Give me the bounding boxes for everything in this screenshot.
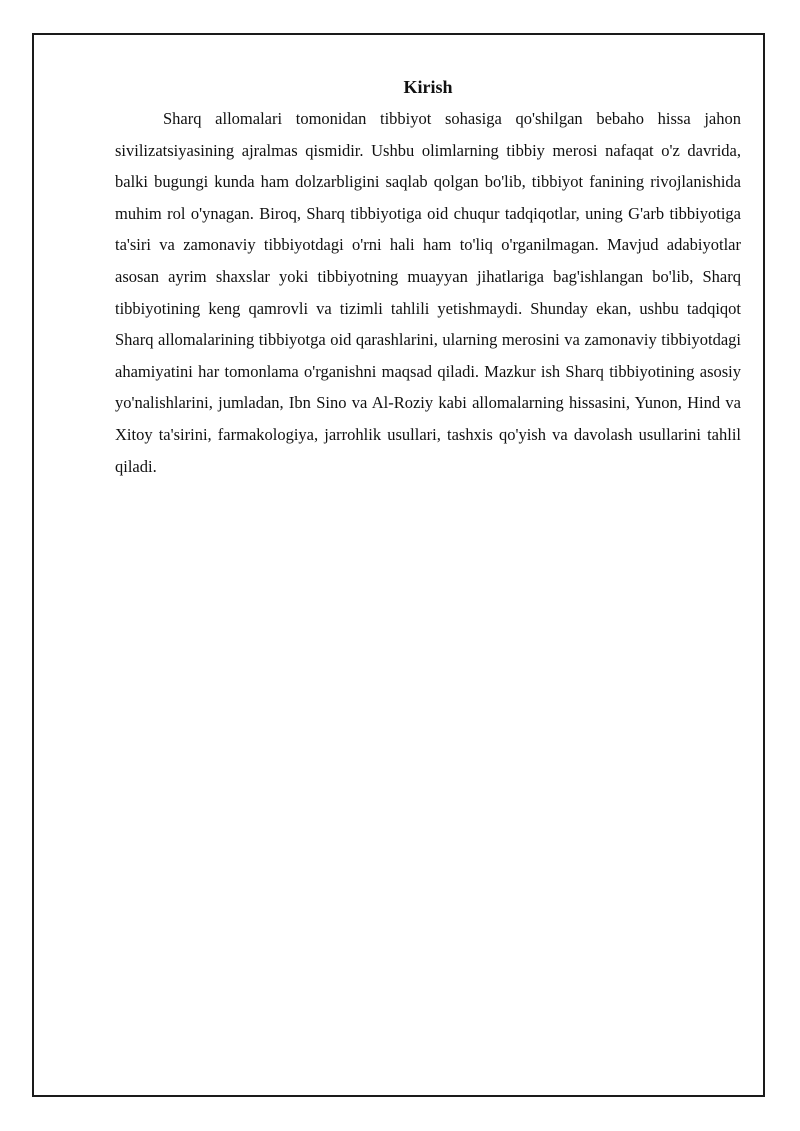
intro-paragraph: Sharq allomalari tomonidan tibbiyot sohasiga qo'shilgan bebaho hissa jahon sivilizatsiyasining ajralmas qismidir. Ushbu olimlarning tibbiy merosi nafaqat o'z davrida, balki bugungi kunda ham dolzarbligini saqlab qolgan bo'lib, tibbiyot fanining rivojlanishida muhim rol o'ynagan. Biroq, Sharq tibbiyotiga oid chuqur tadqiqotlar, uning G'arb tibbiyotiga ta'siri va zamonaviy tibbiyotdagi o'rni hali ham to'liq o'rganilmagan. Mavjud adabiyotlar asosan ayrim shaxslar yoki tibbiyotning muayyan jihatlariga bag'ishlangan bo'lib, Sharq tibbiyotining keng qamrovli va tizimli tahlili yetishmaydi. Shunday ekan, ushbu tadqiqot Sharq allomalarining tibbiyotga oid qarashlarini, ularning merosini va zamonaviy tibbiyotdagi ahamiyatini har tomonlama o'rganishni maqsad qiladi. Mazkur ish Sharq tibbiyotining asosiy yo'nalishlarini, jumladan, Ibn Sino va Al-Roziy kabi allomalarning hissasini, Yunon, Hind va Xitoy ta'sirini, farmakologiya, jarrohlik usullari, tashxis qo'yish va davolash usullarini tahlil qiladi.: [115, 109, 741, 476]
document-title: Kirish: [403, 77, 453, 97]
document-body: [115, 74, 741, 482]
